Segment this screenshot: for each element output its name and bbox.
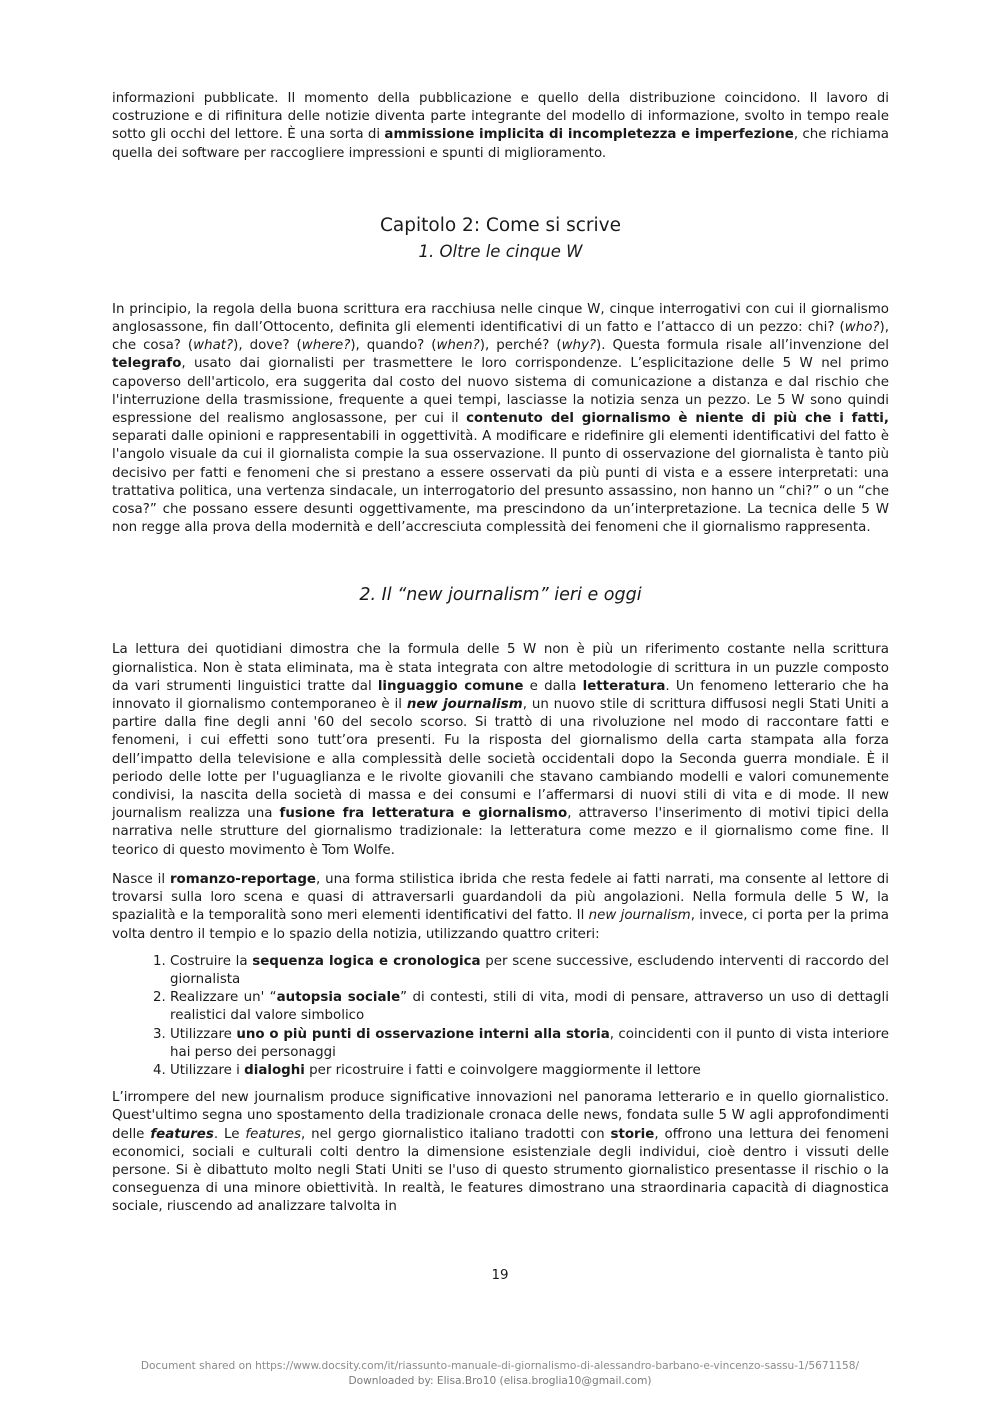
chapter-title: Capitolo 2: Come si scrive [380,214,621,236]
page-number: 19 [491,1268,509,1283]
section-2-paragraph-2: Nasce il romanzo-reportage, una forma stilistica ibrida che resta fedele ai fatti narrati, ma consente al lettore di trovarsi sulla loro scena e quasi di attraversarli guardandoli da più angolazioni. Nella formula delle 5 W, la spazialità e la temporalità sono meri elementi identificativi del fatto. Il new journalism, invece, ci porta per la prima volta dentro il tempio e lo spazio della notizia, utilizzando quattro criteri: [112,871,889,942]
intro-paragraph: informazioni pubblicate. Il momento della pubblicazione e quello della distribuzione coincidono. Il lavoro di costruzione e di rifinitura delle notizie diventa parte integrante del modello di informazione, svolto in tempo reale sotto gli occhi del lettore. È una sorta di ammissione implicita di incompletezza e imperfezione, che richiama quella dei software per raccogliere impressioni e spunti di miglioramento. [112,91,890,161]
section-2-paragraph-3: L’irrompere del new journalism produce significative innovazioni nel panorama letterario e in quello giornalistico. Quest'ultimo segna uno spostamento della tradizionale cronaca delle news, fondata sulle 5 W agli approfondimenti delle features. Le features, nel gergo giornalistico italiano tradotti con storie, offrono una lettura dei fenomeni economici, sociali e culturali colti dentro la dimensione esistenziale degli individui, cioè dentro i vissuti delle persone. Si è dibattuto molto negli Stati Uniti se l'uso di questo strumento giornalistico presentasse il rischio o la conseguenza di una minore obiettività. In realtà, le features dimostrano una straordinaria capacità di diagnostica sociale, riuscendo ad analizzare talvolta in [112,1090,889,1215]
criteria-item-1: 1. Costruire la sequenza logica e cronologica per scene successive, escludendo interventi di raccordo del giornalista [170,953,889,989]
criteria-list [112,953,889,1080]
footer-downloaded-by: Downloaded by: Elisa.Bro10 (elisa.broglia10@gmail.com) [348,1375,652,1387]
section-1-title: 1. Oltre le cinque W [418,241,583,261]
criteria-item-2: 2. Realizzare un' “autopsia sociale” di contesti, stili di vita, modi di pensare, attraverso un uso di dettagli realistici dal valore simbolico [170,989,889,1025]
page-body [112,90,889,1217]
section-1-paragraph: In principio, la regola della buona scrittura era racchiusa nelle cinque W, cinque interrogativi con cui il giornalismo anglosassone, fin dall’Ottocento, definita gli elementi identificativi di un fatto e l’attacco di un pezzo: chi? (who?), che cosa? (what?), dove? (where?), quando? (when?), perché? (why?). Questa formula risale all’invenzione del telegrafo, usato dai giornalisti per trasmettere le loro corrispondenze. L’esplicitazione delle 5 W nel primo capoverso dell'articolo, era suggerita dal costo del nuovo sistema di comunicazione a distanza e dal rischio che l'interruzione della trasmissione, frequente a quei tempi, lasciasse la notizia senza un pezzo. Le 5 W sono quindi espressione del realismo anglosassone, per cui il contenuto del giornalismo è niente di più che i fatti, separati dalle opinioni e rappresentabili in oggettività. A modificare e ridefinire gli elementi identificativi del fatto è l'angolo visuale da cui il giornalista compie la sua osservazione. Il punto di osservazione del giornalista è tanto più decisivo per fatti e fenomeni che si prestano a essere osservati da più punti di vista e a essere interpretati: una trattativa politica, una vertenza sindacale, un interrogatorio del presunto assassino, non hanno un “chi?” o un “che cosa?” che possano essere desunti oggettivamente, ma prescindono da un’interpretazione. La tecnica delle 5 W non regge alla prova della modernità e dell’accresciuta complessità dei fenomeni che il giornalismo rappresenta. [112,301,890,536]
footer-shared-link[interactable]: Document shared on https://www.docsity.com/it/riassunto-manuale-di-giornalismo-di-alessandro-barbano-e-vincenzo-sassu-1/5671158/ [140,1360,860,1372]
criteria-item-3: 3. Utilizzare uno o più punti di osservazione interni alla storia, coincidenti con il punto di vista interiore hai perso dei personaggi [170,1026,889,1062]
criteria-item-4: 4. Utilizzare i dialoghi per ricostruire i fatti e coinvolgere maggiormente il lettore [170,1062,889,1080]
section-2-title: 2. Il “new journalism” ieri e oggi [359,585,642,606]
section-2-paragraph-1: La lettura dei quotidiani dimostra che la formula delle 5 W non è più un riferimento costante nella scrittura giornalistica. Non è stata eliminata, ma è stata integrata con altre metodologie di scrittura in un puzzle composto da vari strumenti linguistici tratte dal linguaggio comune e dalla letteratura. Un fenomeno letterario che ha innovato il giornalismo contemporaneo è il new journalism, un nuovo stile di scrittura diffusosi negli Stati Uniti a partire dalla fine degli anni '60 del secolo scorso. Si trattò di una rivoluzione nel modo di raccontare fatti e fenomeni, i cui effetti sono tutt’ora presenti. Fu la risposta del giornalismo della carta stampata alla forza dell’impatto della televisione e alla complessità delle società occidentali dopo la Seconda guerra mondiale. È il periodo delle lotte per l'uguaglianza e le rivolte giovanili che stavano cambiando modelli e valori comunemente condivisi, la nascita della società di massa e dei consumi e l’affermarsi di nuovi stili di vita e di mode. Il new journalism realizza una fusione fra letteratura e giornalismo, attraverso l'inserimento di motivi tipici della narrativa nelle strutture del giornalismo tradizionale: la letteratura come mezzo e il giornalismo come fine. Il teorico di questo movimento è Tom Wolfe. [112,642,889,858]
